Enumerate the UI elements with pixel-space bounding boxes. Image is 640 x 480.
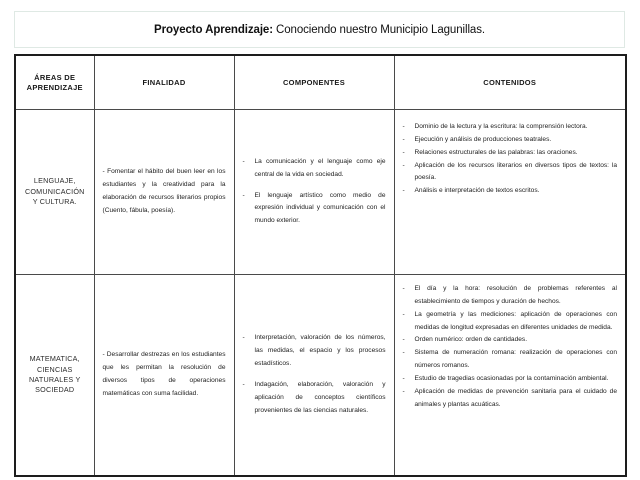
cell-contenidos-1 <box>394 110 626 275</box>
project-title-rest: Conociendo nuestro Municipio Lagunillas. <box>272 23 485 36</box>
finalidad-text-1: - Fomentar el hábito del buen leer en los estudiantes y la creatividad para la elaboración de recursos literarios propios (Cuento, fábula, poesía). <box>102 168 226 214</box>
dash-bullet-icon: - <box>242 191 245 199</box>
list-item <box>403 347 618 373</box>
dash-bullet-icon: - <box>402 374 405 382</box>
area-label-2 <box>29 354 80 396</box>
area-1-line2: COMUNICACIÓN <box>25 186 85 196</box>
area-2-line4: SOCIEDAD <box>35 385 75 395</box>
header-areas-line1: ÁREAS DE <box>34 73 76 83</box>
area-1-line3: Y CULTURA. <box>32 197 77 207</box>
dash-bullet-icon: - <box>242 334 245 342</box>
contenido-2-0: El día y la hora: resolución de problemas referentes al establecimiento de tiempos y duración de hechos. <box>414 285 617 305</box>
table-header-areas <box>15 55 94 110</box>
contenido-2-4: Estudio de tragedias ocasionadas por la contaminación ambiental. <box>414 374 609 382</box>
list-item <box>243 332 386 371</box>
dash-bullet-icon: - <box>402 336 405 344</box>
area-1-line1: LENGUAJE, <box>33 176 76 186</box>
componente-1-0: La comunicación y el lenguaje como eje central de la vida en sociedad. <box>254 157 386 178</box>
dash-bullet-icon: - <box>402 161 405 169</box>
list-item <box>403 160 618 186</box>
list-item <box>403 283 618 309</box>
dash-bullet-icon: - <box>402 310 405 318</box>
list-item <box>403 334 618 347</box>
contenido-1-2: Relaciones estructurales de las palabras: las oraciones. <box>414 148 578 156</box>
table-header-finalidad: FINALIDAD <box>94 55 234 110</box>
componente-1-1: El lenguaje artístico como medio de expresión individual y comunicación con el mundo exterior. <box>254 191 386 225</box>
page-title <box>154 24 485 36</box>
cell-contenidos-2 <box>394 275 626 477</box>
list-item <box>403 309 618 335</box>
project-title-prefix: Proyecto Aprendizaje: <box>154 23 273 36</box>
dash-bullet-icon: - <box>242 157 245 165</box>
area-label-1 <box>25 176 85 207</box>
dash-bullet-icon: - <box>402 285 405 292</box>
dash-bullet-icon: - <box>402 135 405 143</box>
contenido-2-5: Aplicación de medidas de prevención sanitaria para el cuidado de animales y plantas acuáticas. <box>414 387 617 408</box>
contenido-2-2: Orden numérico: orden de cantidades. <box>414 336 528 344</box>
table-header-componentes: COMPONENTES <box>234 55 394 110</box>
contenido-1-0: Dominio de la lectura y la escritura: la comprensión lectora. <box>414 123 588 130</box>
dash-bullet-icon: - <box>402 349 405 357</box>
list-item <box>403 373 618 386</box>
list-item <box>403 134 618 147</box>
cell-area-2 <box>15 275 94 477</box>
table-row <box>15 110 626 275</box>
table-row <box>15 275 626 477</box>
contenido-1-3: Aplicación de los recursos literarios en diversos tipos de textos: la poesía. <box>414 161 617 182</box>
header-areas-line2: APRENDIZAJE <box>26 82 83 92</box>
componente-2-1: Indagación, elaboración, valoración y aplicación de conceptos científicos provenientes de las ciencias naturales. <box>254 381 386 414</box>
list-item <box>243 379 386 418</box>
contenidos-list-1 <box>403 121 618 198</box>
componentes-list-1 <box>243 156 386 228</box>
dash-bullet-icon: - <box>402 123 405 130</box>
project-title-banner <box>14 11 625 48</box>
list-item <box>403 386 618 412</box>
table-header-row <box>15 55 626 110</box>
cell-componentes-1 <box>234 110 394 275</box>
cell-finalidad-1 <box>94 110 234 275</box>
contenido-1-4: Análisis e interpretación de textos escritos. <box>414 187 540 195</box>
cell-area-1 <box>15 110 94 275</box>
list-item <box>403 185 618 198</box>
dash-bullet-icon: - <box>242 381 245 388</box>
area-2-line3: NATURALES Y <box>29 375 81 384</box>
componente-2-0: Interpretación, valoración de los números, las medidas, el espacio y los procesos estadísticos. <box>254 334 386 368</box>
table-header-contenidos: CONTENIDOS <box>394 55 626 110</box>
list-item <box>403 147 618 160</box>
list-item <box>243 190 386 229</box>
contenido-2-1: La geometría y las mediciones: aplicación de operaciones con medidas de longitud expresadas en diferentes unidades de medida. <box>414 310 617 331</box>
componentes-list-2 <box>243 332 386 417</box>
list-item <box>403 121 618 134</box>
list-item <box>243 156 386 182</box>
cell-finalidad-2 <box>94 275 234 477</box>
finalidad-text-2: - Desarrollar destrezas en los estudiantes que les permitan la resolución de diversos tipos de operaciones matemáticas con suma facilidad. <box>102 351 226 397</box>
learning-areas-table <box>14 54 627 477</box>
cell-componentes-2 <box>234 275 394 477</box>
contenidos-list-2 <box>403 283 618 411</box>
dash-bullet-icon: - <box>402 187 405 195</box>
area-2-line2: CIENCIAS <box>36 364 73 374</box>
contenido-1-1: Ejecución y análisis de producciones teatrales. <box>414 135 552 143</box>
dash-bullet-icon: - <box>402 148 405 156</box>
dash-bullet-icon: - <box>402 387 405 395</box>
contenido-2-3: Sistema de numeración romana: realización de operaciones con números romanos. <box>414 349 617 370</box>
area-2-line1: MATEMATICA, <box>29 354 80 364</box>
